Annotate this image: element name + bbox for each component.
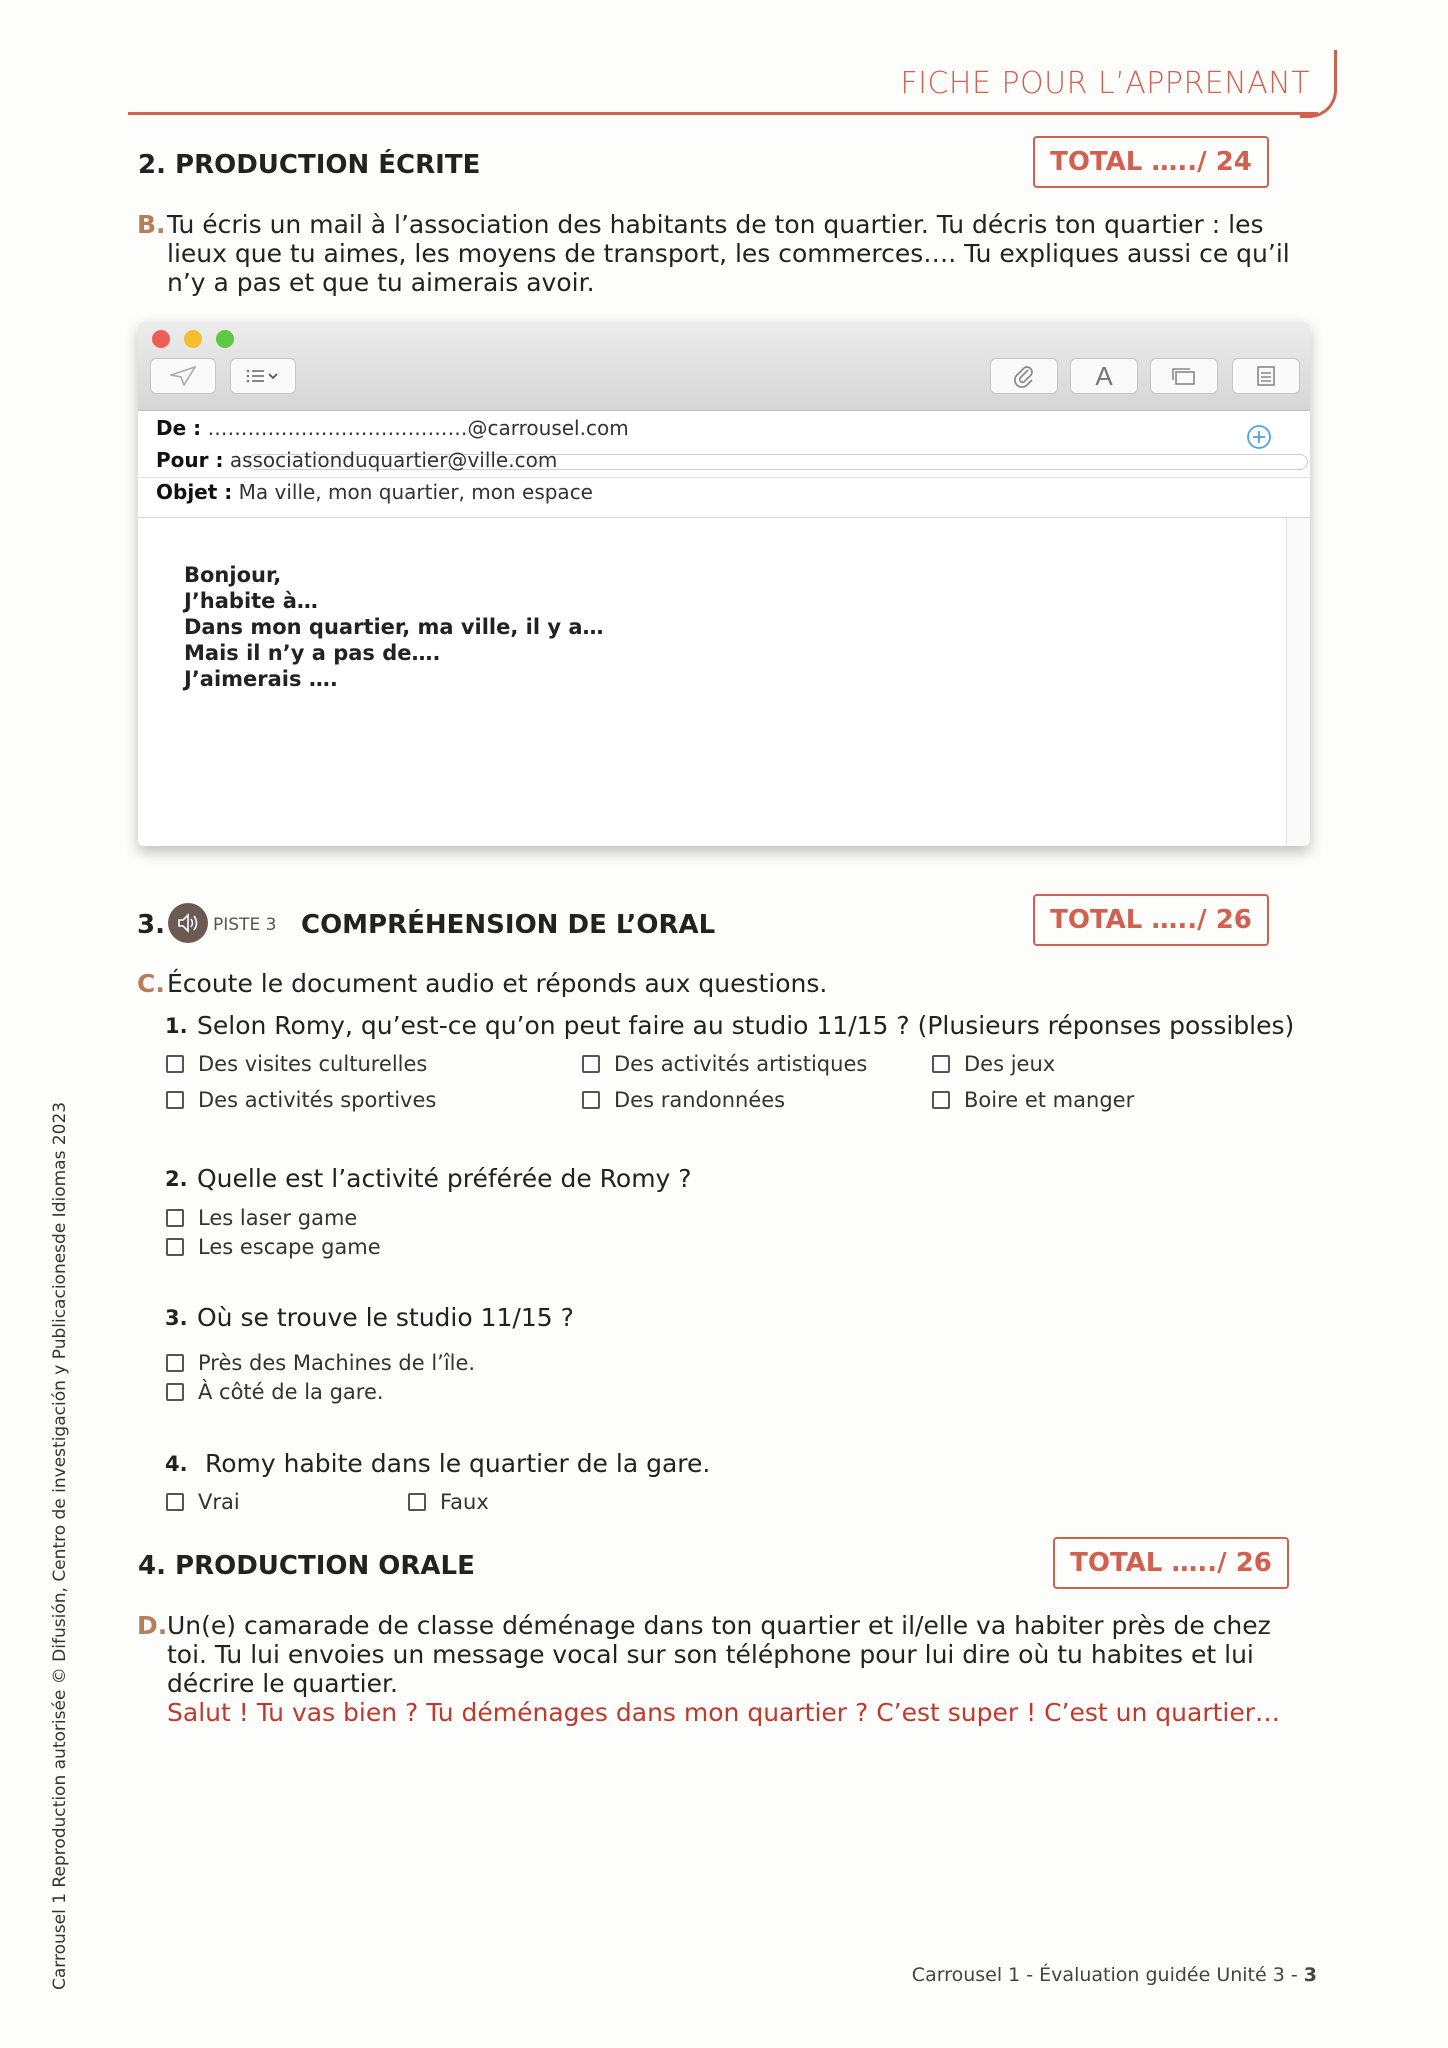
mail-subject-row — [156, 480, 593, 504]
font-button[interactable]: A — [1070, 358, 1138, 394]
photo-browser-button[interactable] — [1150, 358, 1218, 394]
copyright-side-note: Carrousel 1 Reproduction autorisée © Difusión, Centro de investigación y Publicacionesde Idiomas 2023 — [50, 1101, 70, 1990]
window-icon — [1171, 366, 1197, 386]
option-label: Des visites culturelles — [198, 1052, 428, 1076]
section2-instruction: Tu écris un mail à l’association des habitants de ton quartier. Tu décris ton quartier : les lieux que tu aimes, les moyens de transport, les commerces…. Tu expliques aussi ce qu’il n’y a pas et que tu aimerais avoir. — [167, 210, 1290, 297]
template-button[interactable] — [1232, 358, 1300, 394]
option-label: À côté de la gare. — [198, 1380, 384, 1404]
section2-title: 2. PRODUCTION ÉCRITE — [138, 150, 481, 180]
send-button[interactable] — [150, 358, 216, 394]
mail-separator — [138, 477, 1310, 478]
option-label: Près des Machines de l’île. — [198, 1351, 476, 1375]
plus-circle-icon — [1246, 424, 1272, 450]
add-recipient-button[interactable] — [1246, 424, 1272, 455]
page-number: 3 — [1303, 1964, 1317, 1986]
mail-body-line: J’habite à… — [184, 589, 318, 613]
question-number: 3. — [165, 1306, 188, 1330]
mail-from-value[interactable]: …………………………………@carrousel.com — [207, 416, 629, 440]
mail-subject-label: Objet : — [156, 480, 233, 504]
checkbox[interactable] — [166, 1238, 184, 1256]
question-number: 4. — [165, 1452, 188, 1476]
paperclip-icon — [1014, 364, 1034, 388]
checkbox[interactable] — [166, 1055, 184, 1073]
answer-option[interactable] — [166, 1088, 436, 1112]
question-number: 1. — [165, 1014, 188, 1038]
mail-to-label: Pour : — [156, 448, 224, 472]
answer-option[interactable] — [582, 1088, 785, 1112]
checkbox[interactable] — [166, 1091, 184, 1109]
list-format-button[interactable] — [230, 358, 296, 394]
mail-body-line: J’aimerais …. — [184, 667, 338, 691]
speaker-icon — [176, 912, 200, 934]
minimize-window-button[interactable] — [184, 330, 202, 348]
close-window-button[interactable] — [152, 330, 170, 348]
send-icon — [170, 366, 196, 386]
checkbox[interactable] — [166, 1209, 184, 1227]
answer-option[interactable] — [582, 1052, 867, 1076]
answer-option[interactable] — [932, 1052, 1055, 1076]
checkbox[interactable] — [932, 1055, 950, 1073]
answer-option[interactable] — [166, 1351, 475, 1375]
section3-number: 3. — [137, 910, 165, 940]
piste-label: PISTE 3 — [213, 915, 277, 935]
mail-body-line: Dans mon quartier, ma ville, il y a… — [184, 615, 604, 639]
checkbox[interactable] — [408, 1493, 426, 1511]
section4-letter: D. — [137, 1611, 168, 1640]
checkbox[interactable] — [166, 1383, 184, 1401]
option-label: Des activités artistiques — [614, 1052, 868, 1076]
answer-option[interactable] — [166, 1235, 381, 1259]
checkbox[interactable] — [582, 1091, 600, 1109]
maximize-window-button[interactable] — [216, 330, 234, 348]
section3-title: COMPRÉHENSION DE L’ORAL — [301, 910, 716, 940]
option-label: Faux — [440, 1490, 489, 1514]
question-text: Romy habite dans le quartier de la gare. — [205, 1449, 711, 1478]
mail-body-line: Bonjour, — [184, 563, 282, 587]
list-icon — [246, 368, 280, 384]
section4-example: Salut ! Tu vas bien ? Tu déménages dans mon quartier ? C’est super ! C’est un quartier… — [167, 1698, 1281, 1727]
checkbox[interactable] — [166, 1354, 184, 1372]
footer-text: Carrousel 1 - Évaluation guidée Unité 3 - — [911, 1964, 1304, 1986]
option-label: Des jeux — [964, 1052, 1056, 1076]
header-title: FICHE POUR L’APPRENANT — [900, 66, 1310, 101]
answer-option[interactable] — [166, 1380, 384, 1404]
answer-option[interactable] — [166, 1052, 427, 1076]
section3-instruction: Écoute le document audio et réponds aux questions. — [167, 969, 828, 998]
mail-window — [138, 322, 1310, 846]
answer-option[interactable] — [166, 1490, 240, 1514]
mail-from-row — [156, 416, 629, 440]
section4-instruction: Un(e) camarade de classe déménage dans ton quartier et il/elle va habiter près de chez toi. Tu lui envoies un message vocal sur son téléphone pour lui dire où tu habites et lui décrire le quartier. — [167, 1611, 1271, 1698]
checkbox[interactable] — [582, 1055, 600, 1073]
mail-body[interactable] — [184, 562, 604, 692]
mail-scrollbar[interactable] — [1286, 518, 1310, 846]
answer-option[interactable] — [932, 1088, 1134, 1112]
section2-total: TOTAL …../ 24 — [1033, 136, 1269, 188]
section4-total: TOTAL …../ 26 — [1053, 1537, 1289, 1589]
section3-total: TOTAL …../ 26 — [1033, 894, 1269, 946]
answer-option[interactable] — [166, 1206, 357, 1230]
answer-option[interactable] — [408, 1490, 489, 1514]
mail-from-label: De : — [156, 416, 202, 440]
option-label: Des activités sportives — [198, 1088, 437, 1112]
option-label: Boire et manger — [964, 1088, 1135, 1112]
section2-letter: B. — [137, 210, 166, 239]
question-text: Quelle est l’activité préférée de Romy ? — [197, 1164, 692, 1193]
mail-subject-value[interactable]: Ma ville, mon quartier, mon espace — [238, 480, 593, 504]
section4-title: 4. PRODUCTION ORALE — [138, 1551, 475, 1581]
page-footer — [912, 1964, 1317, 1986]
checkbox[interactable] — [166, 1493, 184, 1511]
template-icon — [1256, 365, 1276, 387]
audio-track-button[interactable] — [168, 903, 208, 943]
question-text: Où se trouve le studio 11/15 ? — [197, 1303, 574, 1332]
option-label: Vrai — [198, 1490, 240, 1514]
attach-button[interactable] — [990, 358, 1058, 394]
question-text: Selon Romy, qu’est-ce qu’on peut faire au studio 11/15 ? (Plusieurs réponses possibles) — [197, 1011, 1295, 1040]
option-label: Les escape game — [198, 1235, 381, 1259]
mail-separator — [138, 517, 1310, 518]
header-rule — [128, 112, 1318, 115]
option-label: Des randonnées — [614, 1088, 786, 1112]
mail-toolbar — [138, 322, 1310, 411]
mail-to-value[interactable]: associationduquartier@ville.com — [229, 448, 558, 472]
checkbox[interactable] — [932, 1091, 950, 1109]
option-label: Les laser game — [198, 1206, 358, 1230]
question-number: 2. — [165, 1167, 188, 1191]
mail-body-line: Mais il n’y a pas de…. — [184, 641, 441, 665]
section3-letter: C. — [137, 969, 165, 998]
mail-to-row — [156, 448, 557, 472]
